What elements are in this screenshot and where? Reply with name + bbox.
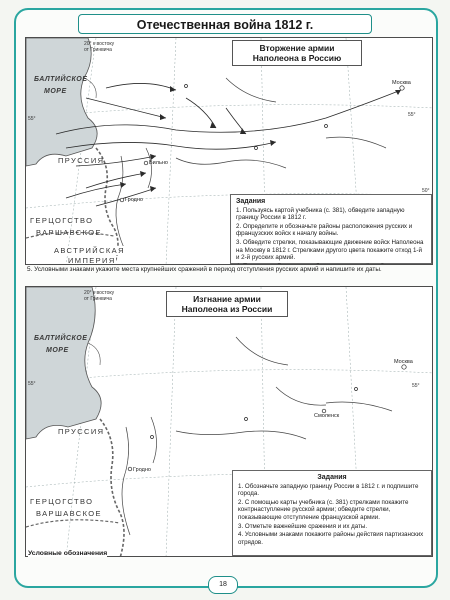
country-austria: ИМПЕРИЯ [68, 256, 116, 265]
map-invasion-tasks [230, 194, 432, 264]
country-prussia: ПРУССИЯ [58, 427, 105, 436]
task-five: 5. Условными знаками укажите места крупнейших сражений в период отступления русских армий и напишите их даты. [27, 266, 433, 286]
map-expulsion-title [166, 291, 288, 317]
map-expulsion-tasks [232, 470, 432, 556]
city-moscow: Москва [392, 80, 411, 86]
meridian-note: 20° к востоку от Гринвича [84, 41, 115, 53]
border-line [100, 419, 124, 557]
city-grodno: Гродно [125, 197, 143, 203]
country-prussia: ПРУССИЯ [58, 156, 105, 165]
latitude-label: 55° [28, 116, 36, 122]
tasks-heading: Задания [236, 198, 266, 205]
latitude-label: 55° [412, 383, 420, 389]
map-expulsion [25, 286, 433, 557]
task-item: 1. Пользуясь картой учебника (с. 381), обведите западную границу России в 1812 г. [236, 206, 405, 222]
country-warsaw: ВАРШАВСКОЕ [36, 509, 102, 518]
country-warsaw: ГЕРЦОГСТВО [30, 497, 94, 506]
city-moscow: Москва [394, 359, 413, 365]
country-warsaw: ВАРШАВСКОЕ [36, 228, 102, 237]
task-item: 2. Определите и обозначьте районы расположения русских и французских войск к началу войны. [236, 222, 413, 238]
city-vilno: Вильно [149, 160, 168, 166]
map-title-line: Изгнание армии [193, 294, 261, 304]
sea-label: МОРЕ [44, 88, 67, 95]
map-title-line: Наполеона из России [181, 304, 273, 314]
invasion-arrows [56, 83, 401, 206]
legend-title: Условные обозначения [28, 550, 108, 557]
task-item: 4. Условными знаками покажите районы действия партизанских отрядов. [238, 531, 424, 546]
task-item: 2. С помощью карты учебника (с. 381) стрелками покажите контрнаступление русской армии; обведите стрелки, показывающие отступление французской армии. [238, 498, 409, 521]
map-title-line: Наполеона в Россию [252, 53, 342, 63]
task-item: 3. Обведите стрелки, показывающие движение войск Наполеона на Москву в 1812 г. Стрелками другого цвета покажите отход 1-й и 2-й русских армий. [236, 238, 424, 262]
country-warsaw: ГЕРЦОГСТВО [30, 216, 94, 225]
city-grodno: Гродно [133, 467, 151, 473]
sea-label: БАЛТИЙСКОЕ [34, 335, 88, 342]
sea-label: МОРЕ [46, 347, 69, 354]
city-smolensk: Смоленск [314, 413, 340, 419]
page-title: Отечественная война 1812 г. [78, 14, 372, 34]
baltic-sea [26, 287, 101, 439]
map-invasion-title [232, 40, 362, 66]
baltic-sea [26, 38, 97, 166]
map-title-line: Вторжение армии [259, 43, 335, 53]
latitude-label: 55° [408, 112, 416, 118]
task-item [236, 263, 426, 265]
page-number: 18 [208, 576, 238, 594]
country-austria: АВСТРИЙСКАЯ [54, 246, 125, 255]
sea-label: БАЛТИЙСКОЕ [34, 76, 88, 83]
task-item: 1. Обозначьте западную границу России в 1812 г. и подпишите города. [238, 482, 419, 498]
meridian-note: 20° к востоку от Гринвича [84, 290, 115, 302]
tasks-heading: Задания [317, 474, 347, 481]
latitude-label: 50° [422, 188, 430, 194]
latitude-label: 55° [28, 381, 36, 387]
task-item: 3. Отметьте важнейшие сражения и их даты. [238, 522, 368, 530]
map-invasion [25, 37, 433, 265]
